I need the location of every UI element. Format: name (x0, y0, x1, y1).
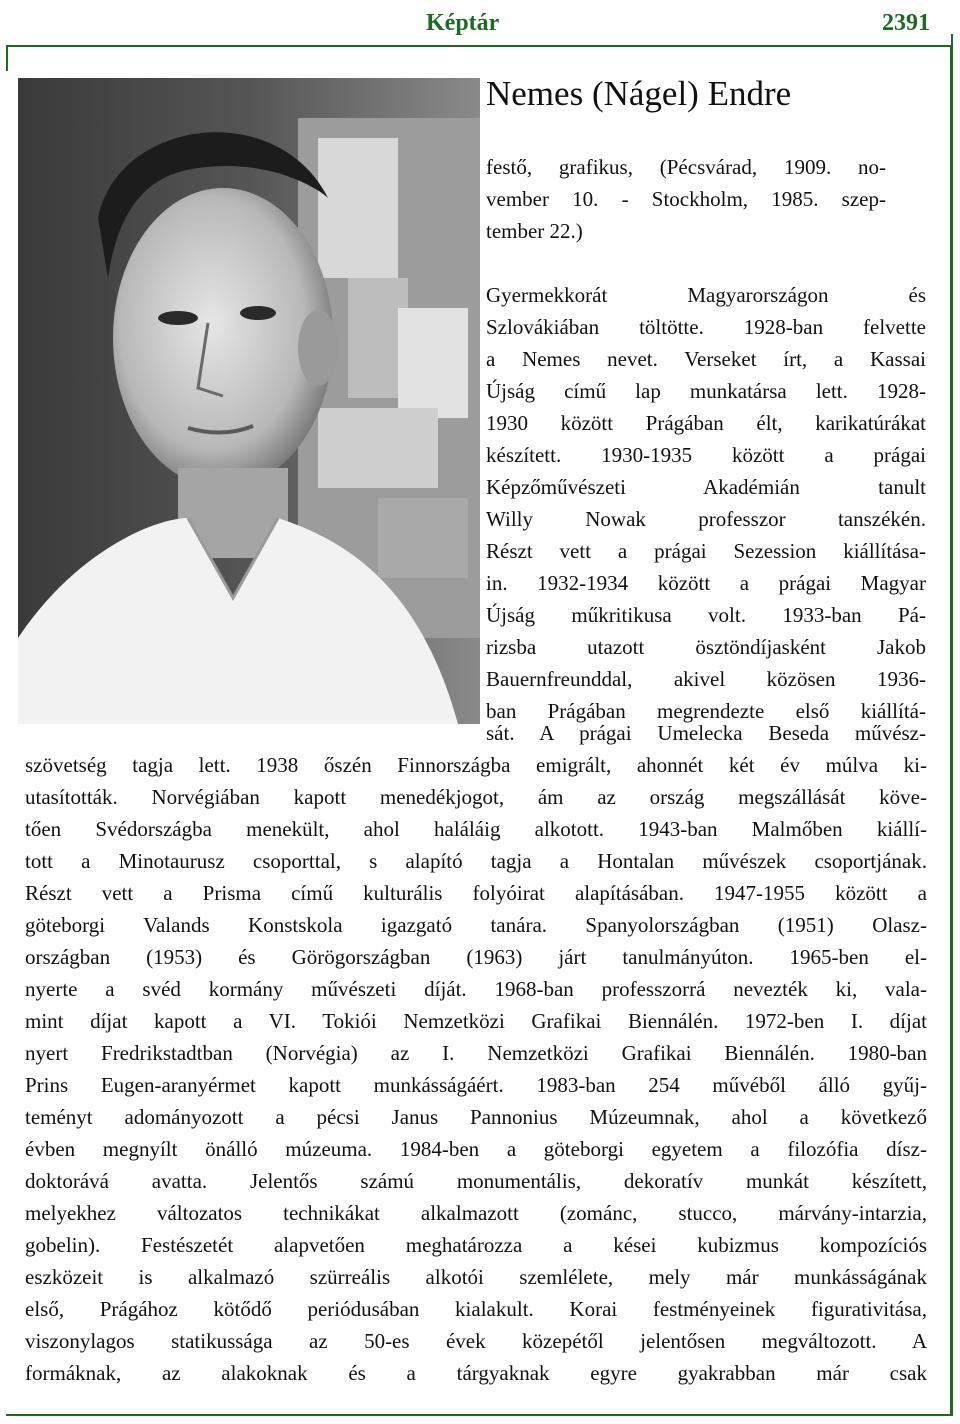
page-number: 2391 (882, 10, 930, 36)
text-line: Részt vett a prágai Sezession kiállítása- (486, 539, 926, 563)
text-line: Újság című lap munkatársa lett. 1928- (486, 379, 926, 403)
text-line: in. 1932-1934 között a prágai Magyar (486, 571, 926, 595)
text-line: teményt adományozott a pécsi Janus Pannonius Múzeumnak, ahol a következő (25, 1105, 927, 1129)
text-line: vember 10. - Stockholm, 1985. szep- (486, 187, 886, 211)
text-line: festő, grafikus, (Pécsvárad, 1909. no- (486, 155, 886, 179)
text-line: Újság műkritikusa volt. 1933-ban Pá- (486, 603, 926, 627)
text-line: szövetség tagja lett. 1938 őszén Finnországba emigrált, ahonnét két év múlva ki- (25, 753, 927, 777)
text-line: utasították. Norvégiában kapott menedékjogot, ám az ország megszállását köve- (25, 785, 927, 809)
text-line: 1930 között Prágában élt, karikatúrákat (486, 411, 926, 435)
text-line: tott a Minotaurusz csoporttal, s alapító tagja a Hontalan művészek csoportjának. (25, 849, 927, 873)
text-line: sát. A prágai Umelecka Beseda művész- (486, 721, 926, 745)
frame-right-rule (950, 45, 953, 1415)
text-line: nyerte a svéd kormány művészeti díját. 1968-ban professzorrá nevezték ki, vala- (25, 977, 927, 1001)
text-line: eszközeit is alkalmazó szürreális alkotói szemlélete, mely már munkásságának (25, 1265, 927, 1289)
text-line: melyekhez változatos technikákat alkalmazott (zománc, stucco, márvány-intarzia, (25, 1201, 927, 1225)
text-line: országban (1953) és Görögországban (1963) járt tanulmányúton. 1965-ben el- (25, 945, 927, 969)
text-line: évben megnyílt önálló múzeuma. 1984-ben a göteborgi egyetem a filozófia dísz- (25, 1137, 927, 1161)
text-line: Prins Eugen-aranyérmet kapott munkásságáért. 1983-ban 254 művéből álló gyűj- (25, 1073, 927, 1097)
frame-bottom-rule (6, 1414, 953, 1416)
frame-left-rule (6, 45, 8, 71)
text-line: tően Svédországba menekült, ahol haláláig alkotott. 1943-ban Malmőben kiállí- (25, 817, 927, 841)
frame-top-rule (6, 45, 951, 47)
text-line: gobelin). Festészetét alapvetően meghatározza a kései kubizmus kompozíciós (25, 1233, 927, 1257)
text-line: doktorává avatta. Jelentős számú monumentális, dekoratív munkát készített, (25, 1169, 927, 1193)
text-line: rizsba utazott ösztöndíjasként Jakob (486, 635, 926, 659)
entry-name: Nemes (Nágel) Endre (486, 74, 792, 113)
text-line: nyert Fredrikstadtban (Norvégia) az I. Nemzetközi Grafikai Biennálén. 1980-ban (25, 1041, 927, 1065)
text-line: Képzőművészeti Akadémián tanult (486, 475, 926, 499)
text-line: készített. 1930-1935 között a prágai (486, 443, 926, 467)
text-line: Bauernfreunddal, akivel közösen 1936- (486, 667, 926, 691)
portrait-photo (18, 78, 480, 724)
text-line: első, Prágához kötődő periódusában kialakult. Korai festményeinek figurativitása, (25, 1297, 927, 1321)
text-line: tember 22.) (486, 219, 583, 243)
text-line: Szlovákiában töltötte. 1928-ban felvette (486, 315, 926, 339)
text-line: Gyermekkorát Magyarországon és (486, 283, 926, 307)
text-line: a Nemes nevet. Verseket írt, a Kassai (486, 347, 926, 371)
text-line: formáknak, az alakoknak és a tárgyaknak egyre gyakrabban már csak (25, 1361, 927, 1385)
text-line: Willy Nowak professzor tanszékén. (486, 507, 926, 531)
header-title: Képtár (426, 10, 500, 36)
text-line: mint díjat kapott a VI. Tokiói Nemzetközi Grafikai Biennálén. 1972-ben I. díjat (25, 1009, 927, 1033)
text-line: Részt vett a Prisma című kulturális folyóirat alapításában. 1947-1955 között a (25, 881, 927, 905)
text-line: ban Prágában megrendezte első kiállítá- (486, 699, 926, 723)
text-line: viszonylagos statikussága az 50-es évek közepétől jelentősen megváltozott. A (25, 1329, 927, 1353)
text-line: göteborgi Valands Konstskola igazgató tanára. Spanyolországban (1951) Olasz- (25, 913, 927, 937)
